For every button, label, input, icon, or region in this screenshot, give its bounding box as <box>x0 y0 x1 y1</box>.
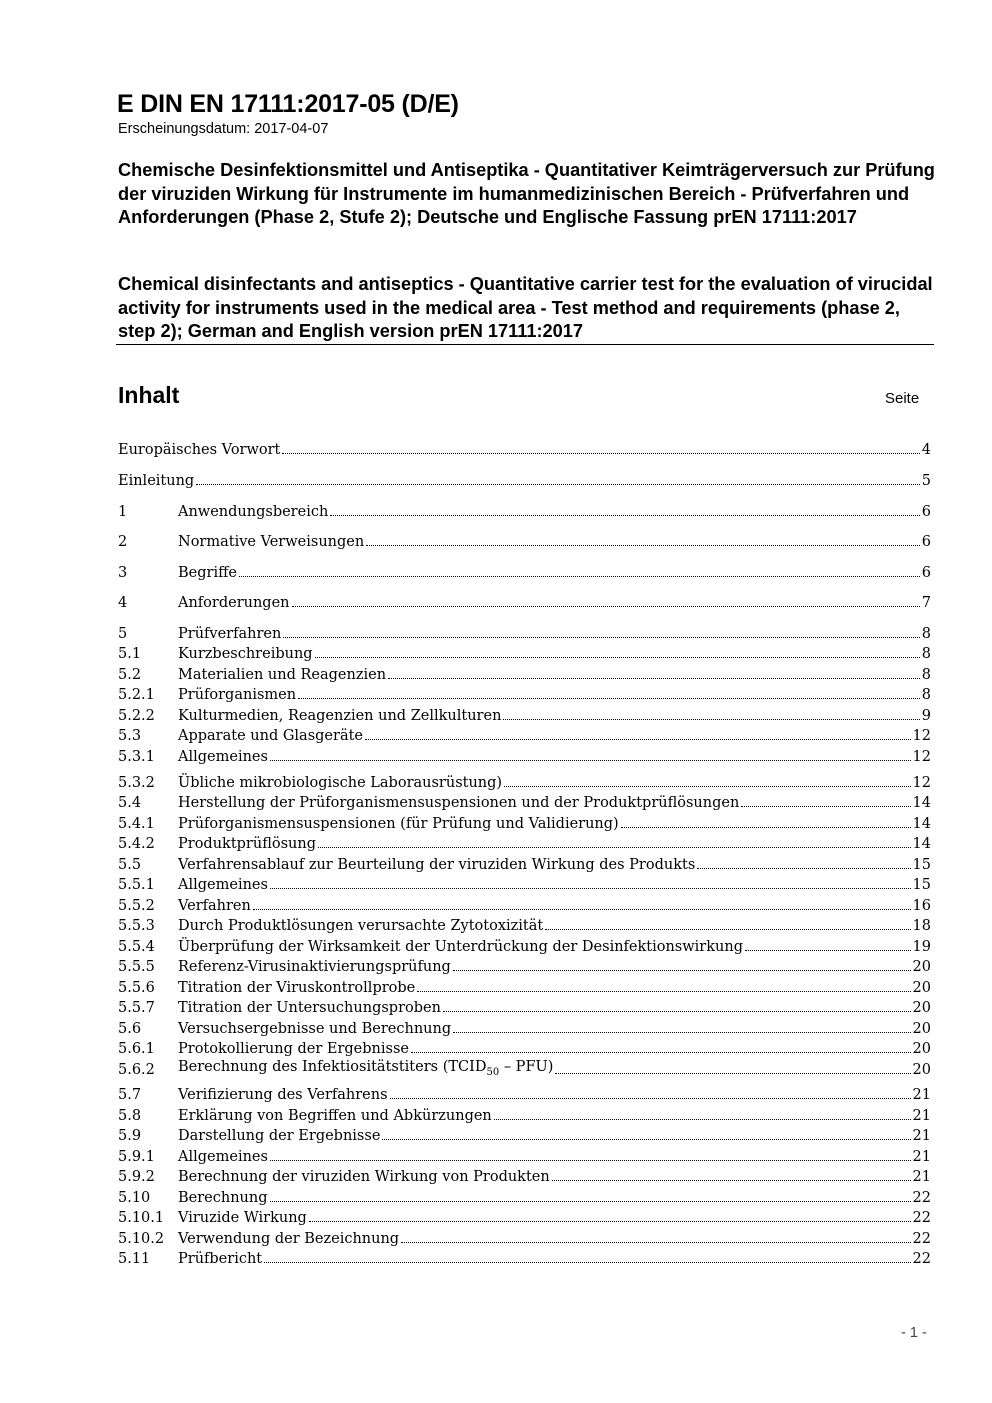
toc-dot-leader <box>401 1242 910 1243</box>
toc-entry[interactable] <box>118 1247 931 1267</box>
toc-entry-label-text: Normative Verweisungen <box>178 534 365 550</box>
toc-entry-label <box>178 749 268 765</box>
toc-entry-page: 8 <box>921 687 931 703</box>
toc-dot-leader <box>239 576 920 577</box>
toc-entry-label <box>178 626 281 642</box>
table-of-contents <box>118 0 931 1403</box>
toc-entry-number: 5.5 <box>118 857 142 873</box>
toc-dot-leader <box>411 1052 911 1053</box>
toc-entry-page: 4 <box>921 442 931 458</box>
toc-dot-leader <box>270 1160 911 1161</box>
toc-entry-label-text: Allgemeines <box>178 1149 268 1165</box>
toc-dot-leader <box>621 827 911 828</box>
toc-entry-page: 21 <box>912 1087 931 1103</box>
toc-entry[interactable] <box>118 873 931 893</box>
publication-date: Erscheinungsdatum: 2017-04-07 <box>118 121 329 137</box>
title-english: Chemical disinfectants and antiseptics - Quantitative carrier test for the evaluation of virucidal activity for instruments used in the medical area - Test method and requirements (phase 2, step 2); German and English version prEN 17111:2017 <box>118 274 933 341</box>
toc-entry-label <box>178 728 363 744</box>
toc-entry-label-text: Produktprüflösung <box>178 836 317 852</box>
toc-entry[interactable] <box>118 1206 931 1226</box>
toc-dot-leader <box>494 1119 911 1120</box>
toc-entry-label-text: Viruzide Wirkung <box>178 1210 307 1226</box>
toc-entry-label-suffix: – PFU) <box>499 1059 554 1076</box>
toc-entry-page: 22 <box>912 1190 931 1206</box>
toc-entry[interactable] <box>118 1104 931 1124</box>
toc-entry[interactable] <box>118 1124 931 1144</box>
toc-dot-leader <box>745 950 911 951</box>
toc-entry-page: 20 <box>912 1021 931 1037</box>
toc-dot-leader <box>309 1221 911 1222</box>
toc-entry-label <box>178 918 543 934</box>
toc-entry-label-text: Titration der Viruskontrollprobe <box>178 980 416 996</box>
toc-entry-label <box>178 1169 550 1185</box>
toc-entry-page: 6 <box>921 504 931 520</box>
toc-entry-number: 5.1 <box>118 646 142 662</box>
toc-entry-page: 21 <box>912 1128 931 1144</box>
toc-entry-number: 5.4.2 <box>118 836 155 852</box>
toc-entry-number: 5.5.5 <box>118 959 155 975</box>
toc-entry-page: 7 <box>921 595 931 611</box>
toc-entry[interactable] <box>118 1145 931 1165</box>
toc-dot-leader <box>253 909 911 910</box>
toc-entry-number: 5.2.1 <box>118 687 155 703</box>
toc-entry-page: 20 <box>912 959 931 975</box>
toc-entry-label <box>178 504 328 520</box>
toc-entry[interactable] <box>118 663 931 683</box>
toc-entry[interactable] <box>118 935 931 955</box>
toc-dot-leader <box>282 453 919 454</box>
toc-dot-leader <box>504 786 910 787</box>
toc-entry[interactable] <box>118 812 931 832</box>
toc-entry[interactable] <box>118 832 931 852</box>
toc-entry-page: 15 <box>912 877 931 893</box>
toc-entry-label-text: Herstellung der Prüforganismensuspensionen und der Produktprüflösungen <box>178 795 740 811</box>
toc-entry-label <box>178 565 237 581</box>
footer-page-number: - 1 - <box>901 1325 927 1341</box>
toc-dot-leader <box>315 657 920 658</box>
toc-entry-label-text: Prüfverfahren <box>178 626 282 642</box>
toc-entry-label-subscript: 50 <box>486 1067 500 1078</box>
toc-entry[interactable] <box>118 1037 931 1057</box>
toc-entry-page: 14 <box>912 795 931 811</box>
toc-entry-label-text: Überprüfung der Wirksamkeit der Unterdrückung der Desinfektionswirkung <box>178 939 743 955</box>
toc-entry-page: 15 <box>912 857 931 873</box>
toc-entry-label <box>178 1000 441 1016</box>
toc-entry-label <box>178 687 296 703</box>
toc-entry[interactable] <box>118 745 931 765</box>
toc-entry[interactable] <box>118 704 931 724</box>
toc-dot-leader <box>443 1011 911 1012</box>
toc-entry-page: 12 <box>912 749 931 765</box>
toc-entry-label-text: Protokollierung der Ergebnisse <box>178 1041 409 1057</box>
toc-entry-label <box>178 1041 409 1057</box>
toc-dot-leader <box>270 888 911 889</box>
toc-entry-label <box>178 1128 380 1144</box>
toc-entry-label-text: Darstellung der Ergebnisse <box>178 1128 381 1144</box>
toc-entry[interactable] <box>118 791 931 811</box>
toc-entry[interactable] <box>118 1227 931 1247</box>
toc-entry-label <box>178 816 619 832</box>
toc-entry-label-text: Referenz-Virusinaktivierungsprüfung <box>178 959 451 975</box>
toc-dot-leader <box>330 515 919 516</box>
toc-entry-label <box>178 1087 388 1103</box>
toc-entry-page: 19 <box>912 939 931 955</box>
toc-entry-label <box>178 1021 451 1037</box>
toc-entry-label-text: Durch Produktlösungen verursachte Zytotoxizität <box>178 918 544 934</box>
toc-entry-page: 18 <box>912 918 931 934</box>
toc-entry-label-text: Verwendung der Bezeichnung <box>178 1231 400 1247</box>
toc-entry-number: 5.4.1 <box>118 816 155 832</box>
toc-entry-label <box>178 857 695 873</box>
toc-entry[interactable] <box>118 683 931 703</box>
toc-dot-leader <box>453 970 911 971</box>
toc-entry-label-text: Berechnung des Infektiositätstiters (TCID <box>178 1059 487 1076</box>
toc-entry-number: 5.11 <box>118 1251 151 1267</box>
toc-entry-page: 22 <box>912 1210 931 1226</box>
toc-entry-number: 5.9.2 <box>118 1169 155 1185</box>
toc-entry-number: 5.6.2 <box>118 1062 155 1078</box>
toc-entry[interactable] <box>118 914 931 934</box>
toc-entry-label <box>178 534 364 550</box>
toc-entry-label <box>178 1251 262 1267</box>
toc-entry-label-text: Anforderungen <box>178 595 290 611</box>
toc-entry-label <box>178 775 502 791</box>
toc-entry-label-text: Titration der Untersuchungsproben <box>178 1000 441 1016</box>
toc-entry-page: 8 <box>921 646 931 662</box>
toc-entry-page: 6 <box>921 534 931 550</box>
toc-entry-label-text: Allgemeines <box>178 877 268 893</box>
toc-entry-label-text: Versuchsergebnisse und Berechnung <box>178 1021 452 1037</box>
toc-entry-label-text: Prüforganismensuspensionen (für Prüfung und Validierung) <box>178 816 619 832</box>
toc-dot-leader <box>552 1180 911 1181</box>
toc-entry-label <box>178 877 268 893</box>
toc-entry-label-text: Berechnung der viruziden Wirkung von Produkten <box>178 1169 550 1185</box>
toc-entry-page: 22 <box>912 1231 931 1247</box>
toc-entry-number: 1 <box>118 504 128 520</box>
toc-entry[interactable] <box>118 622 931 642</box>
toc-entry-number: 5.10.1 <box>118 1210 165 1226</box>
toc-entry-number: 5.9.1 <box>118 1149 155 1165</box>
toc-entry-number: 5.5.7 <box>118 1000 155 1016</box>
toc-entry-label-text: Materialien und Reagenzien <box>178 667 387 683</box>
toc-entry-number: 5.2 <box>118 667 142 683</box>
toc-entry-label <box>178 667 386 683</box>
toc-dot-leader <box>417 991 910 992</box>
toc-dot-leader <box>270 760 911 761</box>
toc-dot-leader <box>318 847 911 848</box>
toc-entry-number: 5.6 <box>118 1021 142 1037</box>
toc-entry-page: 6 <box>921 565 931 581</box>
toc-entry-label-text: Prüforganismen <box>178 687 297 703</box>
toc-entry-label-text: Kulturmedien, Reagenzien und Zellkulturen <box>178 708 502 724</box>
toc-entry[interactable] <box>118 771 931 791</box>
toc-entry[interactable] <box>118 1165 931 1185</box>
toc-entry-number: 5.3 <box>118 728 142 744</box>
page-column-label: Seite <box>885 390 920 407</box>
contents-heading: Inhalt <box>118 382 180 408</box>
toc-entry-number: 4 <box>118 595 128 611</box>
toc-dot-leader <box>283 637 919 638</box>
toc-dot-leader <box>388 678 920 679</box>
toc-entry-label <box>178 898 251 914</box>
toc-entry-number: 5.6.1 <box>118 1041 155 1057</box>
toc-entry[interactable] <box>118 530 931 550</box>
toc-entry-label-text: Kurzbeschreibung <box>178 646 313 662</box>
toc-dot-leader <box>390 1098 911 1099</box>
toc-entry-page: 8 <box>921 626 931 642</box>
toc-dot-leader <box>545 929 910 930</box>
toc-entry-label <box>178 646 313 662</box>
toc-entry-page: 21 <box>912 1108 931 1124</box>
toc-entry[interactable] <box>118 642 931 662</box>
toc-entry-label-text: Anwendungsbereich <box>178 504 329 520</box>
toc-entry-number: 3 <box>118 565 128 581</box>
toc-entry-page: 21 <box>912 1169 931 1185</box>
toc-entry-label <box>178 959 451 975</box>
toc-entry-label <box>178 836 316 852</box>
toc-dot-leader <box>366 545 920 546</box>
toc-entry-number: 5.5.4 <box>118 939 155 955</box>
toc-dot-leader <box>196 484 920 485</box>
toc-dot-leader <box>298 698 920 699</box>
toc-entry-page: 22 <box>912 1251 931 1267</box>
toc-entry-label <box>178 595 290 611</box>
toc-entry-page: 21 <box>912 1149 931 1165</box>
toc-entry-label <box>118 473 194 489</box>
toc-dot-leader <box>697 868 910 869</box>
toc-entry-number: 5.3.2 <box>118 775 155 791</box>
toc-entry-number: 5.5.3 <box>118 918 155 934</box>
toc-entry[interactable] <box>118 438 931 458</box>
toc-entry-label <box>178 1149 268 1165</box>
toc-entry-page: 20 <box>912 1041 931 1057</box>
document-id: E DIN EN 17111:2017-05 (D/E) <box>117 90 459 118</box>
toc-entry-number: 5.9 <box>118 1128 142 1144</box>
toc-entry-label-text: Apparate und Glasgeräte <box>178 728 363 744</box>
toc-dot-leader <box>555 1073 910 1074</box>
toc-entry-number: 5.2.2 <box>118 708 155 724</box>
toc-entry[interactable] <box>118 591 931 611</box>
toc-entry-label <box>178 1059 553 1078</box>
toc-entry-label <box>178 1210 307 1226</box>
toc-dot-leader <box>365 739 911 740</box>
toc-entry-label <box>178 980 415 996</box>
toc-entry-page: 20 <box>912 1062 931 1078</box>
toc-dot-leader <box>453 1032 910 1033</box>
toc-entry-page: 14 <box>912 836 931 852</box>
toc-entry-label-text: Übliche mikrobiologische Laborausrüstung) <box>178 775 503 791</box>
toc-entry-page: 9 <box>921 708 931 724</box>
toc-dot-leader <box>292 606 920 607</box>
toc-entry-number: 2 <box>118 534 128 550</box>
toc-entry-page: 14 <box>912 816 931 832</box>
toc-entry[interactable] <box>118 469 931 489</box>
toc-entry[interactable] <box>118 1083 931 1103</box>
toc-entry[interactable] <box>118 955 931 975</box>
toc-entry-page: 16 <box>912 898 931 914</box>
toc-entry-number: 5.7 <box>118 1087 142 1103</box>
toc-entry[interactable] <box>118 976 931 996</box>
toc-entry-label-text: Einleitung <box>118 473 195 489</box>
title-german: Chemische Desinfektionsmittel und Antiseptika - Quantitativer Keimträgerversuch zur Prüfung der viruziden Wirkung für Instrumente im humanmedizinischen Bereich - Prüfverfahren und Anforderungen (Phase 2, Stufe 2); Deutsche und Englische Fassung prEN 17111:2017 <box>118 160 935 227</box>
toc-dot-leader <box>382 1139 910 1140</box>
toc-entry-number: 5.10.2 <box>118 1231 165 1247</box>
toc-entry[interactable] <box>118 1058 931 1078</box>
toc-entry[interactable] <box>118 894 931 914</box>
toc-entry[interactable] <box>118 1017 931 1037</box>
toc-entry-label <box>178 939 743 955</box>
toc-dot-leader <box>503 719 919 720</box>
toc-entry-number: 5.5.2 <box>118 898 155 914</box>
toc-entry-number: 5.4 <box>118 795 142 811</box>
toc-entry-label-text: Berechnung <box>178 1190 268 1206</box>
toc-entry-page: 5 <box>921 473 931 489</box>
toc-entry-label-text: Prüfbericht <box>178 1251 263 1267</box>
toc-dot-leader <box>264 1262 910 1263</box>
toc-entry-page: 20 <box>912 980 931 996</box>
toc-entry-label-text: Verfahren <box>178 898 251 914</box>
toc-entry-number: 5.3.1 <box>118 749 155 765</box>
toc-entry-label-text: Begriffe <box>178 565 237 581</box>
toc-entry-number: 5.8 <box>118 1108 142 1124</box>
toc-dot-leader <box>741 806 910 807</box>
toc-entry-label <box>118 442 280 458</box>
toc-entry-label <box>178 708 501 724</box>
toc-entry[interactable] <box>118 1186 931 1206</box>
toc-entry-page: 20 <box>912 1000 931 1016</box>
toc-entry-page: 12 <box>912 728 931 744</box>
toc-dot-leader <box>270 1201 911 1202</box>
toc-entry-page: 12 <box>912 775 931 791</box>
toc-entry-label <box>178 1108 492 1124</box>
toc-entry-page: 8 <box>921 667 931 683</box>
toc-entry-label-text: Verifizierung des Verfahrens <box>178 1087 388 1103</box>
toc-entry-label-text: Allgemeines <box>178 749 268 765</box>
toc-entry-number: 5.5.1 <box>118 877 155 893</box>
toc-entry-number: 5.5.6 <box>118 980 155 996</box>
toc-entry[interactable] <box>118 724 931 744</box>
toc-entry[interactable] <box>118 561 931 581</box>
toc-entry-label-text: Europäisches Vorwort <box>118 442 281 458</box>
toc-entry-label <box>178 1190 268 1206</box>
toc-entry-label-text: Erklärung von Begriffen und Abkürzungen <box>178 1108 492 1124</box>
toc-entry-label-text: Verfahrensablauf zur Beurteilung der viruziden Wirkung des Produkts <box>178 857 696 873</box>
toc-entry[interactable] <box>118 853 931 873</box>
toc-entry-number: 5.10 <box>118 1190 151 1206</box>
toc-entry-number: 5 <box>118 626 128 642</box>
toc-entry-label <box>178 795 739 811</box>
toc-entry[interactable] <box>118 996 931 1016</box>
toc-entry[interactable] <box>118 500 931 520</box>
toc-entry-label <box>178 1231 399 1247</box>
